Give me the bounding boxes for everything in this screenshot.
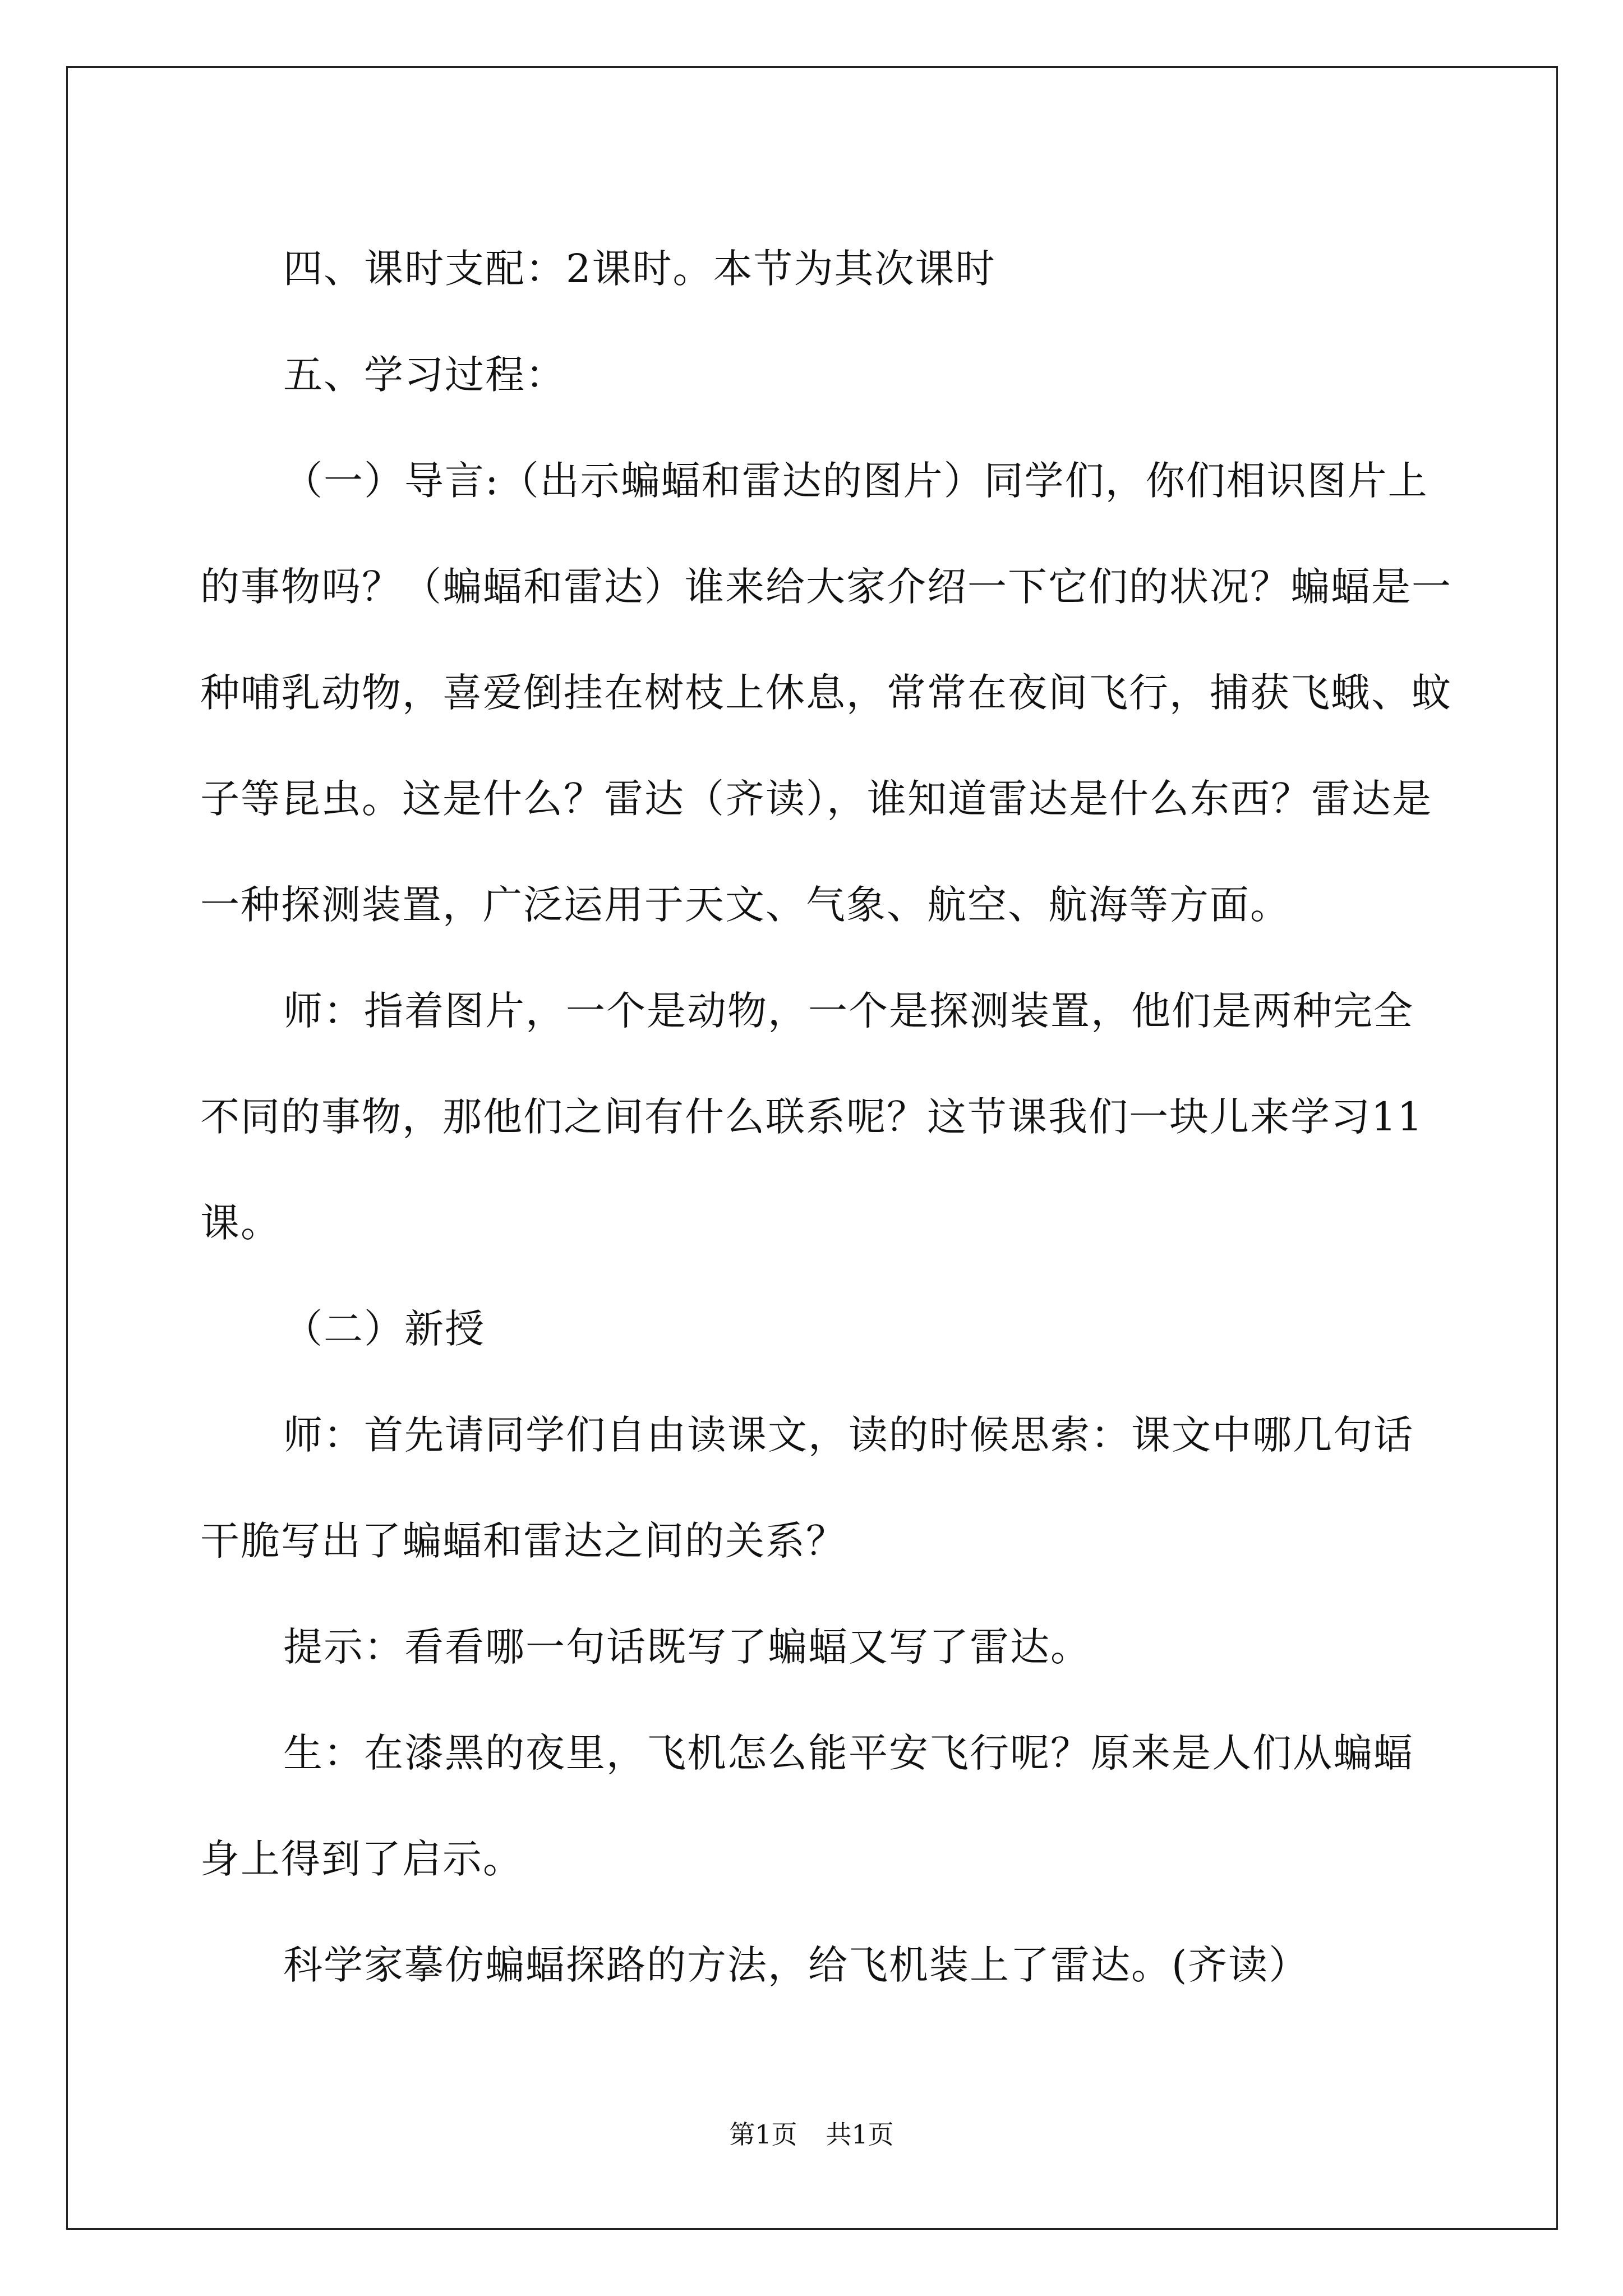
paragraph: （一）导言:（出示蝙蝠和雷达的图片）同学们，你们相识图片上的事物吗？（蝙蝠和雷达）谁来给大家介绍一下它们的状况？蝙蝠是一种哺乳动物，喜爱倒挂在树枝上休息，常常在夜间飞行，捕获飞蛾、蚊子等昆虫。这是什么？雷达（齐读），谁知道雷达是什么东西？雷达是一种探测装置，广泛运用于天文、气象、航空、航海等方面。 xyxy=(200,458,1452,928)
paragraph: 四、课时支配：2课时。本节为其次课时 xyxy=(283,246,996,292)
page-total: 共1页 xyxy=(826,2119,894,2150)
page-footer xyxy=(0,2118,1623,2151)
document-body xyxy=(200,216,1454,2018)
paragraph: 生：在漆黑的夜里，飞机怎么能平安飞行呢？原来是人们从蝙蝠身上得到了启示。 xyxy=(200,1730,1414,1882)
paragraph: 师：指着图片，一个是动物，一个是探测装置，他们是两种完全不同的事物，那他们之间有什么联系呢？这节课我们一块儿来学习11课。 xyxy=(200,988,1424,1246)
paragraph: 科学家摹仿蝙蝠探路的方法，给飞机装上了雷达。(齐读） xyxy=(283,1942,1310,1988)
paragraph: 师：首先请同学们自由读课文，读的时候思索：课文中哪几句话干脆写出了蝙蝠和雷达之间的关系？ xyxy=(200,1412,1414,1564)
paragraph: 五、学习过程： xyxy=(283,352,566,398)
paragraph: （二）新授 xyxy=(283,1306,485,1352)
page-number: 第1页 xyxy=(729,2119,797,2150)
paragraph: 提示：看看哪一句话既写了蝙蝠又写了雷达。 xyxy=(283,1624,1091,1670)
